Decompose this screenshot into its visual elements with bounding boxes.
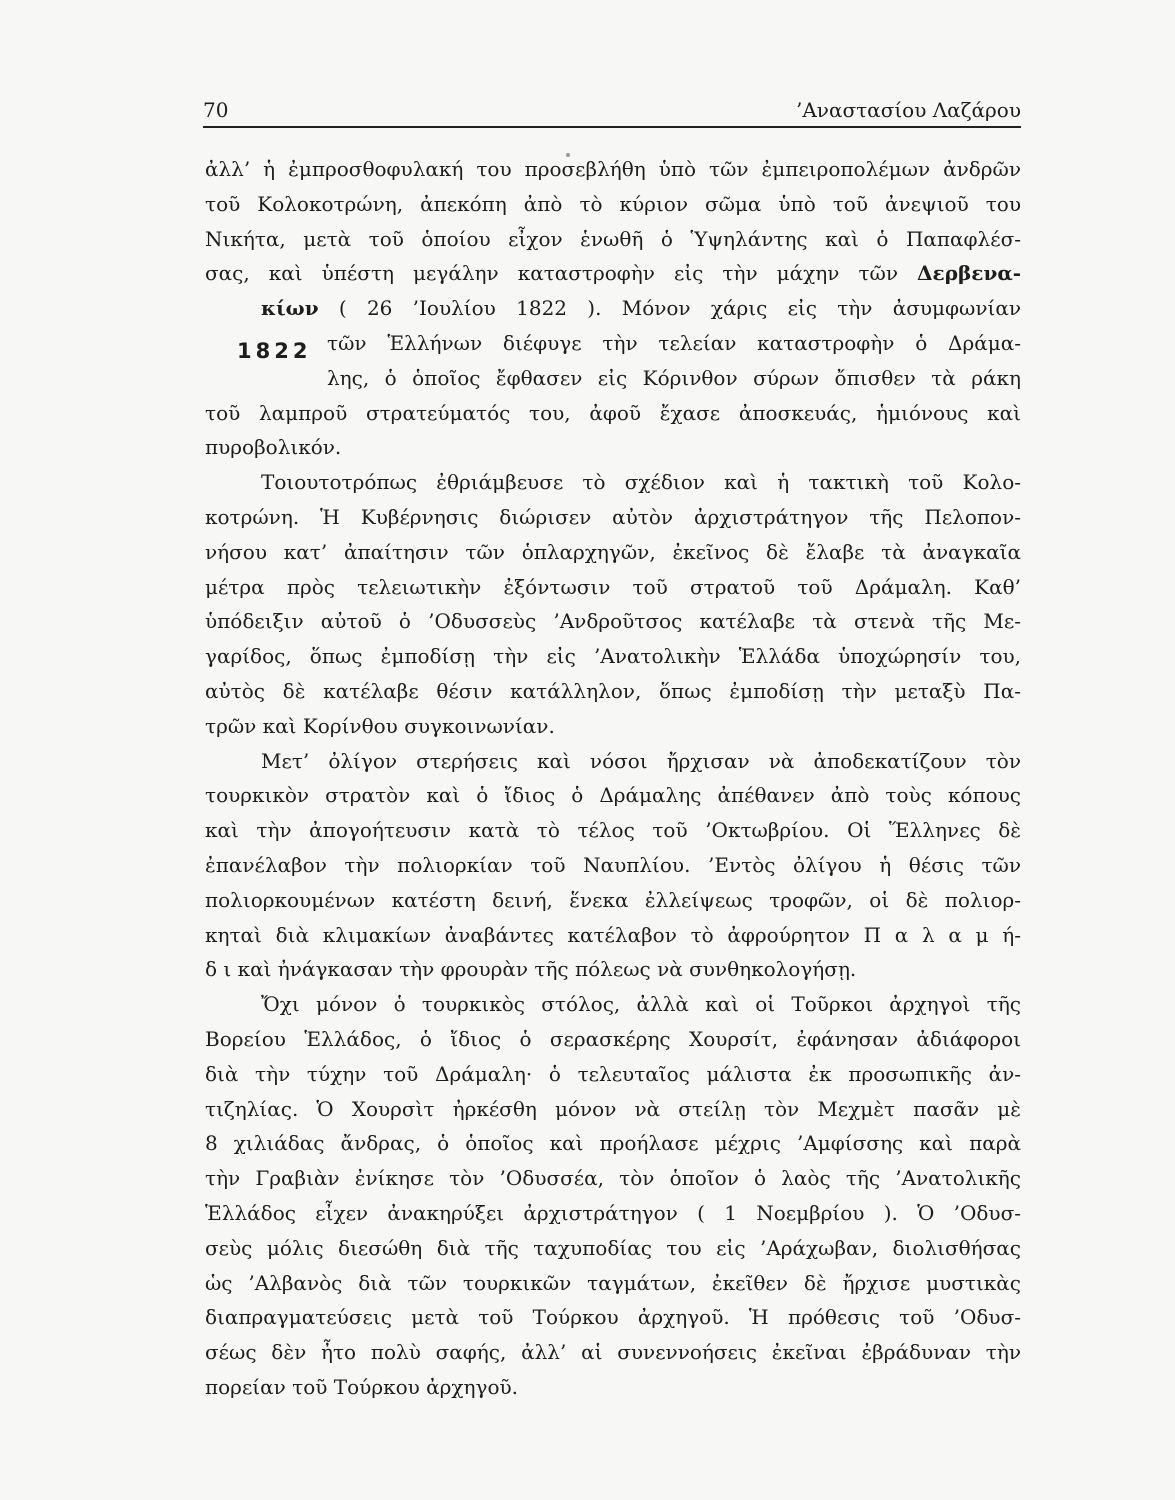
text-line: Μετ’ ὀλίγον στερήσεις καὶ νόσοι ἤρχισαν νὰ ἀποδεκατίζουν τὸν [261, 748, 1021, 773]
text-line: πυροβολικόν. [205, 435, 342, 460]
header-rule [203, 126, 1021, 128]
text-line: δ ι καὶ ἠνάγκασαν τὴν φρουρὰν τῆς πόλεως νὰ συνθηκολογήσῃ. [205, 957, 857, 982]
text-line: Νικήτα, μετὰ τοῦ ὁποίου εἶχον ἑνωθῆ ὁ Ὑψηλάντης καὶ ὁ Παπαφλέσ- [205, 226, 1021, 251]
text-line: τιζηλίας. Ὁ Χουρσὶτ ἠρκέσθη μόνον νὰ στείλῃ τὸν Μεχμὲτ πασᾶν μὲ [205, 1096, 1021, 1121]
text-line: πολιορκουμένων κατέστη δεινή, ἕνεκα ἐλλείψεως τροφῶν, οἱ δὲ πολιορ- [205, 887, 1021, 912]
text-line: καὶ τὴν ἀπογοήτευσιν κατὰ τὸ τέλος τοῦ ’Οκτωβρίου. Οἱ Ἕλληνες δὲ [205, 818, 1021, 843]
text-line: λης, ὁ ὁποῖος ἔφθασεν εἰς Κόρινθον σύρων ὄπισθεν τὰ ράκη [327, 365, 1021, 390]
text-line: ὡς ’Αλβανὸς διὰ τῶν τουρκικῶν ταγμάτων, ἐκεῖθεν δὲ ἤρχισε μυστικὰς [205, 1270, 1021, 1295]
text-line: κηταὶ διὰ κλιμακίων ἀναβάντες κατέλαβον τὸ ἀφρούρητον Π α λ α μ ή- [205, 922, 1021, 947]
text-line: διαπραγματεύσεις μετὰ τοῦ Τούρκου ἀρχηγοῦ. Ἡ πρόθεσις τοῦ ’Οδυσ- [205, 1305, 1021, 1330]
text-line: Βορείου Ἑλλάδος, ὁ ἴδιος ὁ σερασκέρης Χουρσίτ, ἐφάνησαν ἀδιάφοροι [205, 1026, 1021, 1051]
text-line: ἐπανέλαβον τὴν πολιορκίαν τοῦ Ναυπλίου. ’Εντὸς ὀλίγου ἡ θέσις τῶν [205, 852, 1021, 877]
text-line: κοτρώνη. Ἡ Κυβέρνησις διώρισεν αὐτὸν ἀρχιστράτηγον τῆς Πελοπον- [205, 504, 1021, 529]
text-line: τουρκικὸν στρατὸν καὶ ὁ ἴδιος ὁ Δράμαλης ἀπέθανεν ἀπὸ τοὺς κόπους [205, 783, 1021, 808]
text-line: πορείαν τοῦ Τούρκου ἀρχηγοῦ. [205, 1374, 519, 1399]
text-line: αὐτὸς δὲ κατέλαβε θέσιν κατάλληλον, ὅπως ἐμποδίσῃ τὴν μεταξὺ Πα- [205, 678, 1021, 703]
text-line: τοῦ Κολοκοτρώνη, ἀπεκόπη ἀπὸ τὸ κύριον σῶμα ὑπὸ τοῦ ἀνεψιοῦ του [205, 191, 1021, 216]
text-line: σέως δὲν ἦτο πολὺ σαφής, ἀλλ’ αἱ συνεννοήσεις ἐκεῖναι ἐβράδυναν τὴν [205, 1340, 1021, 1365]
text-line [205, 256, 1021, 291]
emphasis-place-name: Δερβενα- [917, 261, 1022, 286]
text-line-part: ( 26 ’Ιουλίου 1822 ). Μόνον χάρις εἰς τὴν ἀσυμφωνίαν [338, 296, 1022, 321]
text-line: Ἑλλάδος εἶχεν ἀνακηρύξει ἀρχιστράτηγον ( 1 Νοεμβρίου ). Ὁ ’Οδυσ- [205, 1200, 1021, 1225]
text-line: Τοιουτοτρόπως ἐθριάμβευσε τὸ σχέδιον καὶ ἡ τακτικὴ τοῦ Κολο- [261, 470, 1021, 495]
page-number: 70 [203, 98, 229, 122]
text-line: διὰ τὴν τύχην τοῦ Δράμαλη· ὁ τελευταῖος μάλιστα ἐκ προσωπικῆς ἀν- [205, 1061, 1021, 1086]
text-line-part: σας, καὶ ὑπέστη μεγάλην καταστροφὴν εἰς τὴν μάχην τῶν [205, 261, 898, 286]
text-line: ἀλλ’ ἡ ἐμπροσθοφυλακή του προσεβλήθη ὑπὸ τῶν ἐμπειροπολέμων ἀνδρῶν [205, 157, 1021, 181]
text-line: τὴν Γραβιὰν ἐνίκησε τὸν ’Οδυσσέα, τὸν ὁποῖον ὁ λαὸς τῆς ’Ανατολικῆς [205, 1166, 1021, 1191]
text-line: τρῶν καὶ Κορίνθου συγκοινωνίαν. [205, 713, 555, 738]
body-text [205, 152, 1021, 1405]
running-title: ’Αναστασίου Λαζάρου [796, 98, 1021, 122]
margin-note-year: 1822 [237, 339, 312, 363]
page-header [203, 92, 1021, 128]
text-line [205, 291, 1021, 326]
text-line: 8 χιλιάδας ἄνδρας, ὁ ὁποῖος καὶ προήλασε μέχρις ’Αμφίσσης καὶ παρὰ [205, 1131, 1021, 1156]
text-line: ὑπόδειξιν αὐτοῦ ὁ ’Οδυσσεὺς ’Ανδροῦτσος κατέλαβε τὰ στενὰ τῆς Με- [205, 609, 1021, 634]
emphasis-place-name-cont: κίων [261, 296, 319, 321]
text-line: μέτρα πρὸς τελειωτικὴν ἐξόντωσιν τοῦ στρατοῦ τοῦ Δράμαλη. Καθ’ [205, 574, 1021, 599]
text-line: Ὄχι μόνον ὁ τουρκικὸς στόλος, ἀλλὰ καὶ οἱ Τοῦρκοι ἀρχηγοὶ τῆς [261, 992, 1021, 1017]
text-line: νήσου κατ’ ἀπαίτησιν τῶν ὁπλαρχηγῶν, ἐκεῖνος δὲ ἔλαβε τὰ ἀναγκαῖα [205, 539, 1021, 564]
text-line: σεὺς μόλις διεσώθη διὰ τῆς ταχυποδίας του εἰς ’Αράχωβαν, διολισθήσας [205, 1235, 1021, 1260]
text-line: τῶν Ἑλλήνων διέφυγε τὴν τελείαν καταστροφὴν ὁ Δράμα- [327, 330, 1021, 355]
text-line: γαρίδος, ὅπως ἐμποδίσῃ τὴν εἰς ’Ανατολικὴν Ἑλλάδα ὑποχώρησίν του, [205, 644, 1021, 669]
text-line: τοῦ λαμπροῦ στρατεύματός του, ἀφοῦ ἔχασε ἀποσκευάς, ἡμιόνους καὶ [205, 400, 1021, 425]
